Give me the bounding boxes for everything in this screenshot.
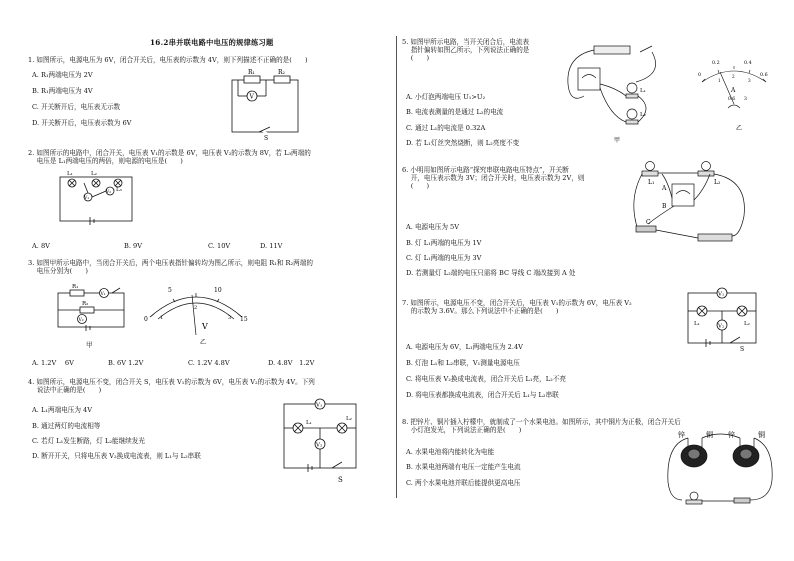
question-stem: 8. 把锌片、铜片插入柠檬中，就制成了一个水果电池。如图所示，其中铜片为正极，闭合开关后 小灯泡发光，下列说法正确的是( ) bbox=[402, 418, 681, 435]
circuit-figure-q7 bbox=[684, 283, 764, 353]
label-l1: L₁ bbox=[306, 420, 312, 426]
option-c: C. 1.2V 4.8V bbox=[188, 359, 230, 367]
label-v1: V₁ bbox=[718, 291, 725, 298]
label-zinc-1: 锌 bbox=[678, 431, 685, 439]
question-5 bbox=[402, 38, 776, 147]
circuit-figure-q1 bbox=[228, 69, 308, 142]
question-4 bbox=[28, 378, 390, 484]
label-c: C bbox=[646, 219, 651, 226]
column-divider bbox=[396, 36, 397, 498]
option-d: D. 开关断开后，电压表示数为 6V bbox=[32, 119, 132, 127]
meter-unit-v: V bbox=[202, 322, 208, 331]
option-d: D. 若测量灯 L₂端的电压只需将 BC 导线 C 端改接到 A 处 bbox=[406, 269, 576, 277]
option-a: A. L₁两端电压为 4V bbox=[32, 406, 92, 414]
option-d: D. 若 L₁灯丝突然烧断，则 L₂亮度不变 bbox=[406, 139, 520, 147]
question-stem: 1. 如图所示，电源电压为 6V，闭合开关后，电压表的示数为 4V，则下列描述不正确的是( ) bbox=[28, 56, 308, 64]
circuit-figure-q3-jia bbox=[56, 285, 130, 335]
option-a: A. 电源电压为 6V，L₁两端电压为 2.4V bbox=[406, 343, 523, 351]
tick-3: 3 bbox=[748, 78, 751, 83]
label-l2: L₂ bbox=[91, 171, 97, 177]
terminal-3: 3 bbox=[744, 97, 747, 102]
circuit-figure-q6 bbox=[628, 160, 752, 246]
option-c: C. 开关断开后，电压表无示数 bbox=[32, 103, 121, 111]
label-l1: L₁ bbox=[640, 88, 646, 94]
option-b: B. R₁两端电压为 4V bbox=[32, 87, 93, 95]
terminal-0-6: 0.6 bbox=[728, 97, 736, 102]
label-v2: V₂ bbox=[316, 442, 323, 449]
question-stem: 7. 如图所示，电源电压不变，闭合开关后，电压表 V₁的示数为 6V，电压表 V₂ 的示数为 3.6V。那么下列说法中不正确的是( ) bbox=[402, 299, 632, 316]
label-v1: V₁ bbox=[84, 196, 90, 201]
label-jia: 甲 bbox=[86, 341, 93, 349]
option-c: C. 若灯 L₁发生断路，灯 L₂能继续发光 bbox=[32, 437, 145, 445]
label-b: B bbox=[662, 203, 667, 210]
meter-unit-a: A bbox=[731, 87, 736, 94]
option-c: C. 将电压表 V₂换成电流表，闭合开关后 L₁亮，L₂不亮 bbox=[406, 375, 566, 383]
question-stem: 5. 如图甲所示电路，当开关闭合后，电流表 指针偏转如图乙所示，下列说法正确的是 ( ) bbox=[402, 38, 530, 63]
option-d: D. 11V bbox=[260, 242, 283, 250]
tick-0: 0 bbox=[698, 73, 702, 78]
label-s: S bbox=[338, 476, 343, 484]
label-a: A bbox=[662, 185, 667, 192]
circuit-figure-q4 bbox=[280, 398, 366, 484]
tick-15: 15 bbox=[240, 316, 248, 323]
circuit-figure-q2 bbox=[58, 171, 138, 227]
label-l2: L₂ bbox=[744, 321, 750, 327]
tick-0-2: 0.2 bbox=[712, 61, 720, 66]
label-r2: R₂ bbox=[82, 301, 89, 307]
label-yi: 乙 bbox=[736, 125, 743, 132]
label-l2: L₂ bbox=[346, 416, 352, 422]
question-7 bbox=[402, 291, 776, 399]
tick-1: 1 bbox=[160, 315, 164, 321]
voltmeter-figure-q3-yi bbox=[140, 281, 252, 345]
option-b: B. 通过两灯的电流相等 bbox=[32, 422, 101, 430]
tick-5: 5 bbox=[168, 287, 172, 294]
option-b: B. 电流表测量的是通过 L₂的电流 bbox=[406, 108, 504, 116]
option-b: B. 6V 1.2V bbox=[108, 359, 144, 367]
option-c: C. 两个水果电池并联后能提供更高电压 bbox=[406, 479, 521, 487]
option-b: B. 水果电池两端有电压一定能产生电流 bbox=[406, 463, 521, 471]
tick-2: 2 bbox=[732, 74, 735, 79]
option-a: A. 1.2V 6V bbox=[32, 359, 74, 367]
label-v1: V₁ bbox=[100, 292, 106, 297]
tick-1: 1 bbox=[718, 78, 721, 83]
tick-3: 3 bbox=[228, 315, 232, 321]
option-a: A. 小灯泡两端电压 U₁>U₂ bbox=[406, 93, 486, 101]
option-a: A. 水果电池将内能转化为电能 bbox=[406, 448, 495, 456]
label-v: V bbox=[249, 93, 254, 101]
page-title: 16.2串并联电路中电压的规律练习题 bbox=[150, 38, 274, 47]
option-b: B. 9V bbox=[124, 242, 142, 250]
option-a: A. R₁两端电压为 2V bbox=[32, 71, 93, 79]
label-v1: V₁ bbox=[316, 402, 323, 409]
ammeter-figure-q5-yi bbox=[698, 52, 772, 132]
option-b: B. 灯泡 L₁和 L₂串联，V₁测量电源电压 bbox=[406, 359, 520, 367]
label-s: S bbox=[740, 346, 745, 353]
tick-10: 10 bbox=[214, 287, 222, 294]
tick-0-4: 0.4 bbox=[744, 61, 752, 66]
option-d: D. 将电压表都换成电流表，闭合开关后 L₁与 L₂串联 bbox=[406, 391, 559, 399]
question-8 bbox=[402, 418, 776, 487]
question-2 bbox=[28, 149, 390, 250]
question-stem: 3. 如图甲所示电路中，当闭合开关后，两个电压表指针偏转均为图乙所示，则电阻 R₁和 R₂两端的 电压分别为( ) bbox=[28, 259, 313, 276]
label-r1: R₁ bbox=[248, 69, 255, 76]
label-l1: L₁ bbox=[648, 179, 655, 186]
label-v2: V₂ bbox=[718, 323, 725, 330]
question-stem: 4. 如图所示，电源电压不变，闭合开关 S，电压表 V₁的示数为 6V，电压表 V₂的示数为 4V。下列 说法中正确的是( ) bbox=[28, 378, 315, 395]
option-c: C. 通过 L₁的电流是 0.32A bbox=[406, 124, 486, 132]
question-6 bbox=[402, 166, 776, 277]
fruit-battery-figure-q8 bbox=[664, 430, 776, 514]
question-stem: 6. 小明用如图所示电路“探究串联电路电压特点”，开关断 开，电压表示数为 3V；闭合开关时，电压表示数为 2V，则 ( ) bbox=[402, 166, 585, 191]
label-v2: V₂ bbox=[106, 190, 112, 195]
tick-0: 0 bbox=[144, 316, 148, 323]
option-a: A. 电源电压为 5V bbox=[406, 223, 459, 231]
label-l2: L₂ bbox=[640, 112, 646, 118]
question-stem: 2. 如图所示的电路中，闭合开关，电压表 V₁的示数是 6V，电压表 V₂的示数为 8V，若 L₃两端的 电压是 L₁两端电压的两倍，则电源的电压是( ) bbox=[28, 149, 311, 166]
option-c: C. 灯 L₁两端的电压为 3V bbox=[406, 254, 482, 262]
tick-0-6: 0.6 bbox=[760, 73, 768, 78]
label-yi: 乙 bbox=[200, 339, 207, 346]
option-a: A. 8V bbox=[32, 242, 50, 250]
label-s: S bbox=[264, 135, 269, 142]
label-l1: L₁ bbox=[694, 321, 700, 327]
circuit-figure-q5-jia bbox=[560, 44, 668, 144]
label-zinc-2: 锌 bbox=[728, 431, 735, 439]
label-r1: R₁ bbox=[72, 284, 79, 290]
option-b: B. 灯 L₁两端的电压为 1V bbox=[406, 239, 482, 247]
question-3 bbox=[28, 259, 390, 367]
label-jia: 甲 bbox=[614, 137, 621, 144]
label-l2: L₂ bbox=[714, 179, 721, 186]
tick-2: 2 bbox=[194, 305, 198, 311]
label-copper-2: 铜 bbox=[758, 431, 765, 439]
question-1 bbox=[28, 56, 390, 142]
option-d: D. 断开开关，只将电压表 V₂换成电流表，则 L₁与 L₂串联 bbox=[32, 452, 201, 460]
option-d: D. 4.8V 1.2V bbox=[268, 359, 315, 367]
label-l1: L₁ bbox=[67, 171, 73, 177]
label-v2: V₂ bbox=[78, 318, 84, 323]
label-r2: R₂ bbox=[278, 69, 285, 76]
option-c: C. 10V bbox=[208, 242, 231, 250]
label-l3: L₃ bbox=[116, 187, 122, 193]
label-copper-1: 铜 bbox=[706, 431, 713, 439]
